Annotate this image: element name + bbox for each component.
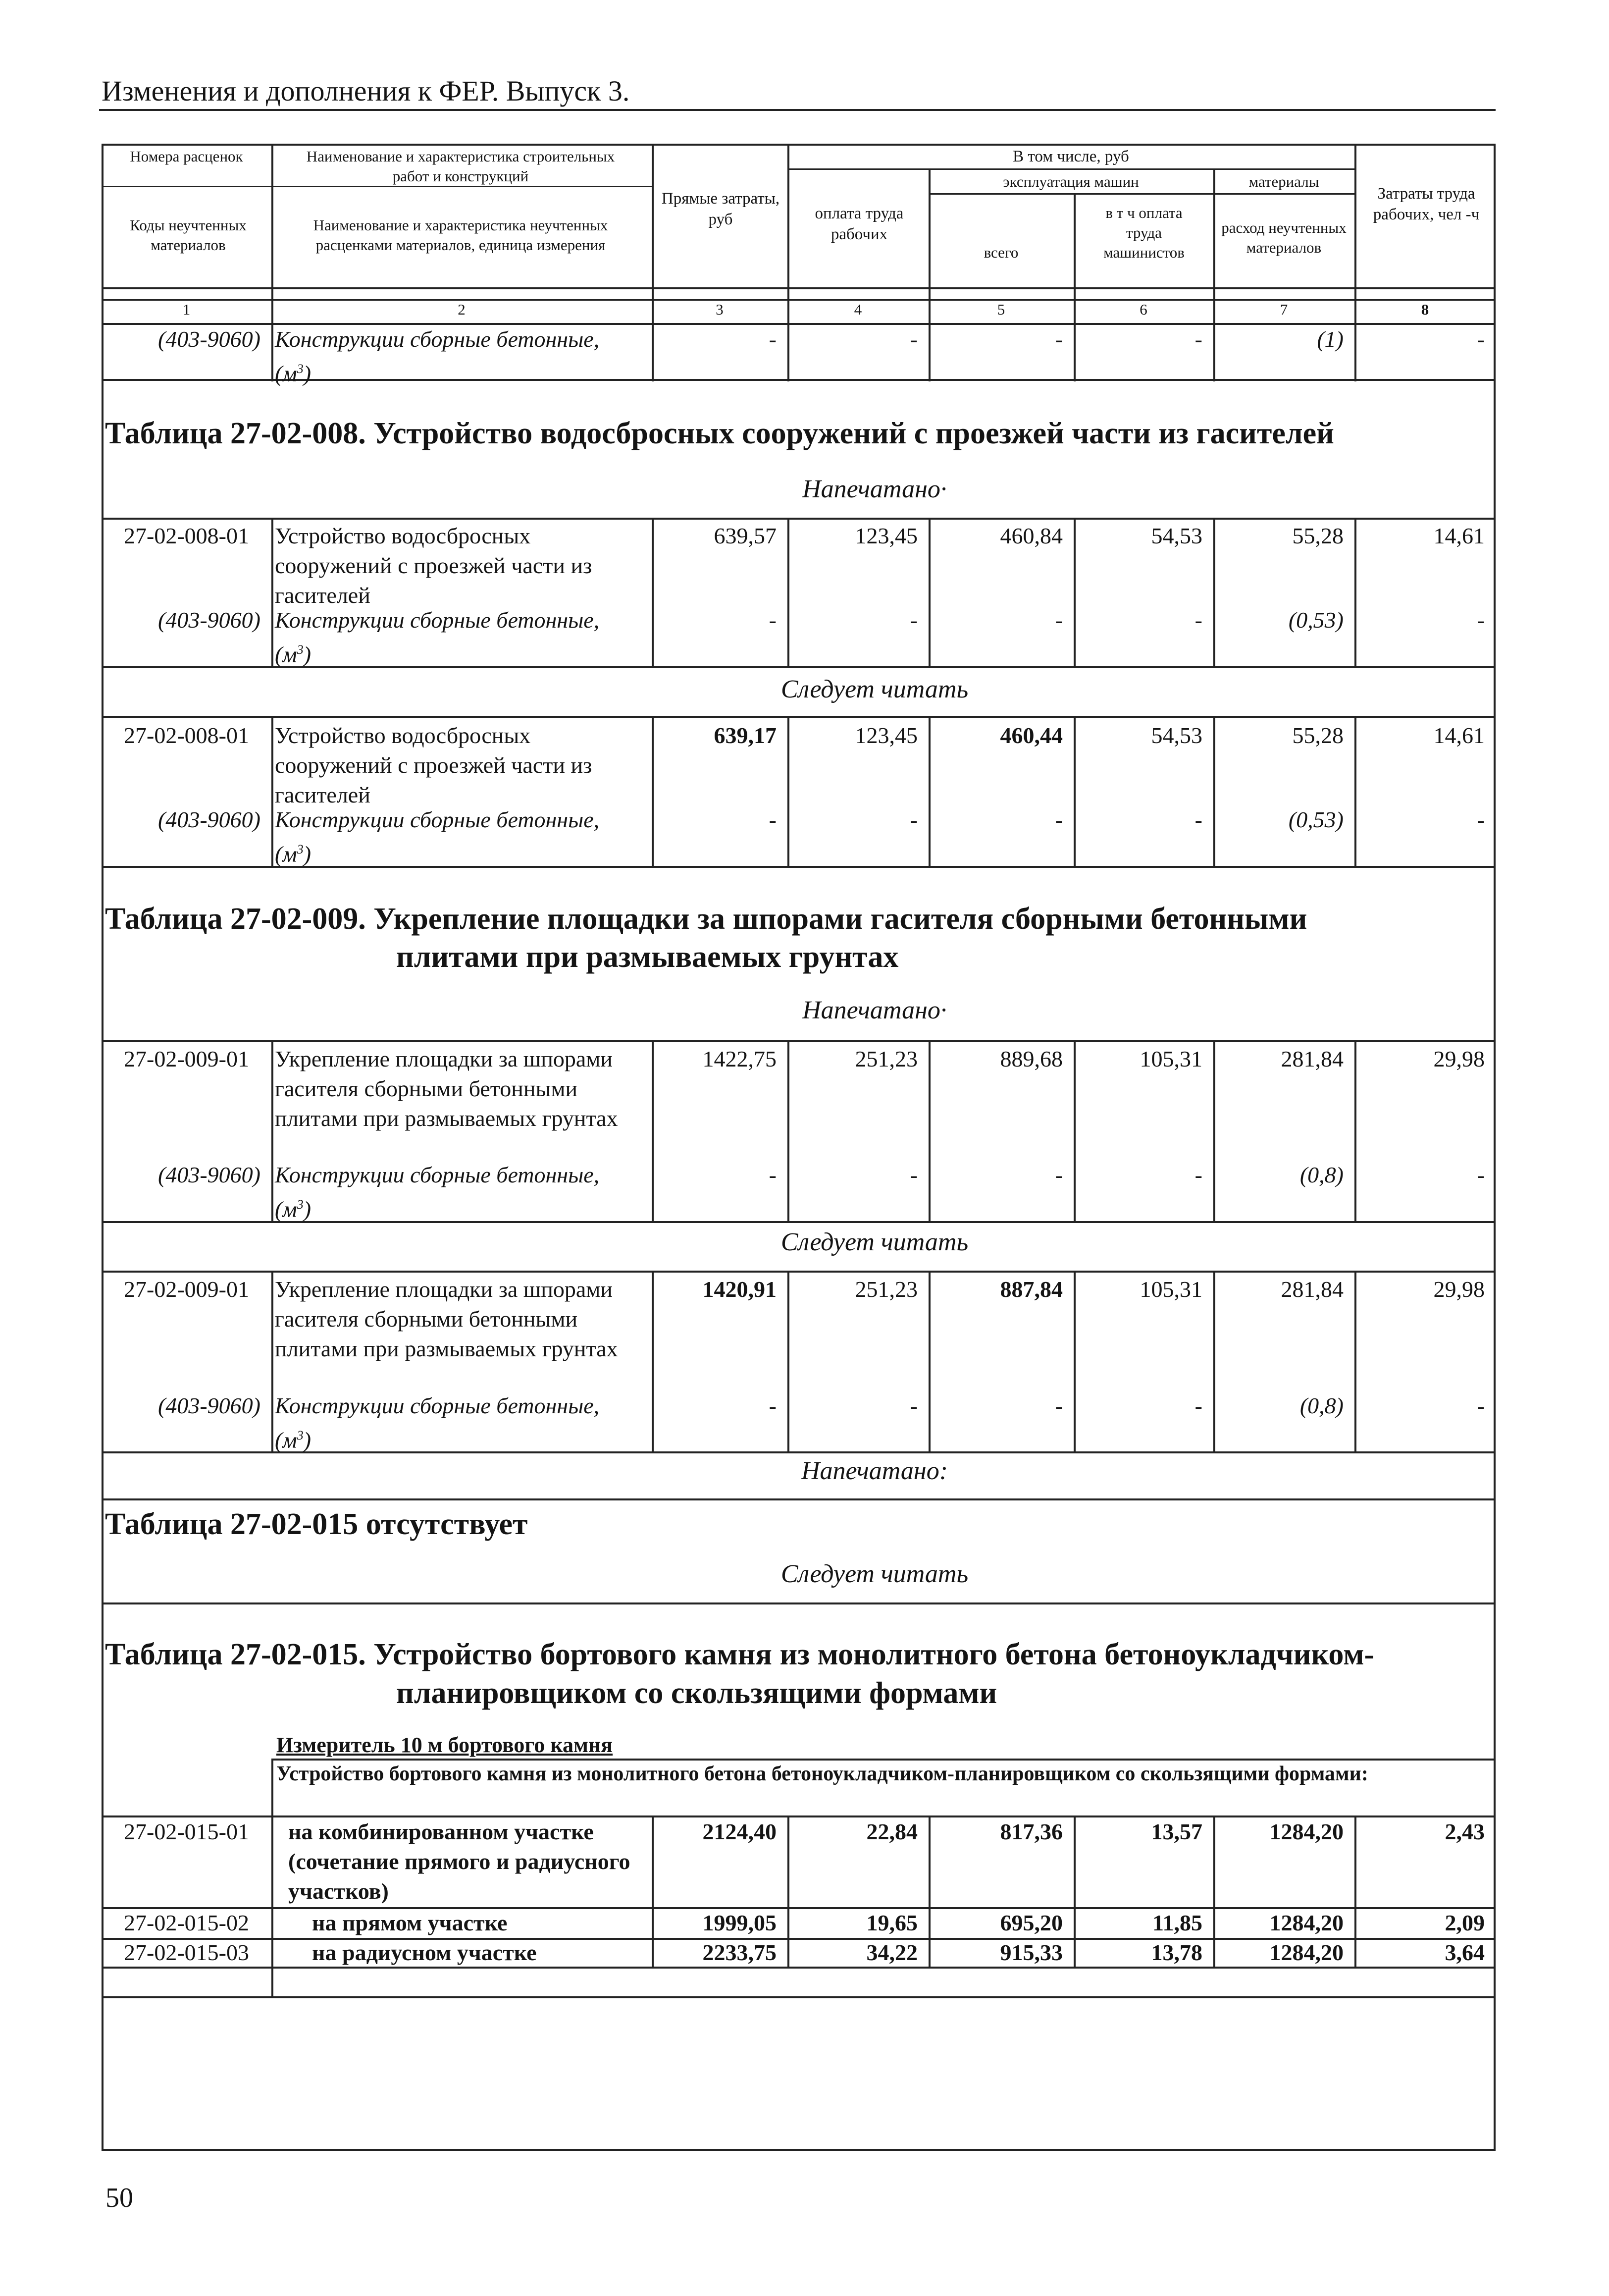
value-direct: 2233,75 [702,1940,777,1965]
value-materials: (0,8) [1299,1393,1344,1418]
value-direct: 1999,05 [702,1910,777,1935]
value-operator-pay: 13,78 [1151,1940,1202,1965]
value-labor: 14,61 [1433,523,1485,548]
value-materials: (0,53) [1288,607,1344,633]
printed-label: Напечатано· [802,475,947,503]
value-materials: (1) [1317,326,1344,352]
should-read-label: Следует читать [780,1228,969,1256]
material-name: Конструкции сборные бетонные, $(м^3)$ [275,1162,600,1222]
value-machines: 817,36 [1000,1819,1063,1844]
table-015-title-line2: планировщиком со скользящими формами [396,1676,997,1710]
value-direct: - [769,1393,777,1418]
col-number: 6 [1140,301,1147,318]
value-machines: 460,84 [1000,523,1063,548]
value-worker-pay: - [910,607,918,633]
col-number: 1 [182,301,191,318]
value-labor: 2,43 [1445,1819,1485,1844]
value-machines: 887,84 [1000,1277,1063,1302]
rate-name: на комбинированном участке (сочетание прямого и радиусного участков) [288,1819,630,1904]
value-direct: - [769,1162,777,1187]
header-materials: материалы [1248,173,1319,190]
value-operator-pay: 105,31 [1140,1046,1202,1071]
material-code: (403-9060) [158,607,260,633]
should-read-label: Следует читать [780,675,969,703]
value-machines: - [1055,807,1063,832]
value-machines: 460,44 [1000,723,1063,748]
value-machines: - [1055,607,1063,633]
material-name: Конструкции сборные бетонные, $(м^3)$ [275,607,600,667]
value-direct: 2124,40 [702,1819,777,1844]
value-operator-pay: 54,53 [1151,723,1202,748]
value-operator-pay: 54,53 [1151,523,1202,548]
value-machines: - [1055,1393,1063,1418]
value-direct: 639,57 [714,523,777,548]
value-materials: 281,84 [1281,1046,1344,1071]
value-worker-pay: - [910,807,918,832]
material-name: Конструкции сборные бетонные, $(м^3)$ [275,1393,600,1453]
rate-code: 27-02-015-01 [124,1819,249,1844]
page-header-title: Изменения и дополнения к ФЕР. Выпуск 3. [102,75,630,107]
value-worker-pay: 251,23 [855,1046,918,1071]
rate-name: Устройство водосбросных сооружений с проезжей части из гасителей [275,523,592,608]
value-operator-pay: 13,57 [1151,1819,1202,1844]
col-number: 2 [458,301,466,318]
value-labor: - [1477,326,1485,352]
table-009-title-line1: Таблица 27-02-009. Укрепление площадки за шпорами гасителя сборными бетонными [105,902,1307,936]
value-materials: 1284,20 [1269,1910,1344,1935]
value-machines: 915,33 [1000,1940,1063,1965]
page-number: 50 [105,2183,133,2213]
value-worker-pay: 34,22 [866,1940,918,1965]
rate-code: 27-02-009-01 [124,1046,249,1071]
value-materials: (0,53) [1288,807,1344,832]
value-labor: 14,61 [1433,723,1485,748]
rate-name: Укрепление площадки за шпорами гасителя сборными бетонными плитами при размываемых грунтах [275,1046,618,1131]
value-operator-pay: - [1194,1393,1202,1418]
rate-code: 27-02-009-01 [124,1277,249,1302]
value-materials: 281,84 [1281,1277,1344,1302]
col-number: 3 [716,301,724,318]
value-worker-pay: 19,65 [866,1910,918,1935]
value-worker-pay: 251,23 [855,1277,918,1302]
value-machines: 889,68 [1000,1046,1063,1071]
value-materials: 55,28 [1292,523,1344,548]
header-col2-top: Наименование и характеристика строительных работ и конструкций [306,148,615,185]
value-direct: 639,17 [714,723,777,748]
printed-label: Напечатано· [802,996,947,1024]
table-015-missing: Таблица 27-02-015 отсутствует [105,1507,528,1541]
value-worker-pay: 22,84 [866,1819,918,1844]
material-code: (403-9060) [158,1393,260,1418]
value-labor: - [1477,1393,1485,1418]
table-008-title: Таблица 27-02-008. Устройство водосбросных сооружений с проезжей части из гасителей [105,417,1334,450]
value-labor: 29,98 [1433,1046,1485,1071]
value-machines: 695,20 [1000,1910,1063,1935]
value-direct: - [769,607,777,633]
value-operator-pay: 11,85 [1152,1910,1202,1935]
value-worker-pay: - [910,326,918,352]
header-rule [99,109,1496,111]
value-labor: 2,09 [1445,1910,1485,1935]
header-operator-pay: в т ч оплата труда машинистов [1103,204,1185,261]
value-operator-pay: 105,31 [1140,1277,1202,1302]
value-operator-pay: - [1194,807,1202,832]
value-labor: - [1477,807,1485,832]
value-worker-pay: - [910,1393,918,1418]
material-code: (403-9060) [158,326,260,352]
value-machines: - [1055,1162,1063,1187]
rate-code: 27-02-015-03 [124,1940,249,1965]
header-machines: эксплуатация машин [1003,173,1139,190]
rate-name: на радиусном участке [312,1940,537,1965]
col-number: 5 [997,301,1005,318]
header-col1-bottom: Коды неучтенных материалов [130,216,247,254]
measure-unit: Измеритель 10 м бортового камня [276,1733,613,1757]
group-title: Устройство бортового камня из монолитного бетона бетоноукладчиком-планировщиком со скользящими формами: [276,1762,1368,1785]
material-code: (403-9060) [158,1162,260,1187]
value-direct: - [769,807,777,832]
value-machines: - [1055,326,1063,352]
value-direct: 1420,91 [702,1277,777,1302]
should-read-label: Следует читать [780,1560,969,1588]
material-code: (403-9060) [158,807,260,832]
value-labor: 3,64 [1445,1940,1485,1965]
header-col2-bottom: Наименование и характеристика неучтенных расценками материалов, единица измерения [313,216,608,254]
value-labor: - [1477,1162,1485,1187]
col-number: 7 [1280,301,1288,318]
table-015-title-line1: Таблица 27-02-015. Устройство бортового камня из монолитного бетона бетоноукладчиком- [105,1638,1375,1671]
value-labor: 29,98 [1433,1277,1485,1302]
value-labor: - [1477,607,1485,633]
table-009-title-line2: плитами при размываемых грунтах [396,940,899,974]
value-operator-pay: - [1194,607,1202,633]
rate-code: 27-02-008-01 [124,723,249,748]
header-col1-top: Номера расценок [130,148,243,165]
header-machines-total: всего [984,244,1019,261]
rate-name: на прямом участке [312,1910,508,1935]
value-worker-pay: 123,45 [855,523,918,548]
rate-name: Укрепление площадки за шпорами гасителя сборными бетонными плитами при размываемых грунтах [275,1277,618,1361]
printed-label: Напечатано: [801,1457,948,1485]
value-direct: 1422,75 [702,1046,777,1071]
value-materials: (0,8) [1299,1162,1344,1187]
value-direct: - [769,326,777,352]
rate-code: 27-02-008-01 [124,523,249,548]
rate-code: 27-02-015-02 [124,1910,249,1935]
value-operator-pay: - [1194,1162,1202,1187]
value-worker-pay: - [910,1162,918,1187]
col-number: 8 [1421,301,1429,318]
value-materials: 55,28 [1292,723,1344,748]
material-name: Конструкции сборные бетонные, $(м^3)$ [275,326,600,386]
material-name: Конструкции сборные бетонные, $(м^3)$ [275,807,600,867]
header-unaccounted-materials: расход неучтенных материалов [1221,219,1347,256]
col-number: 4 [854,301,862,318]
value-operator-pay: - [1194,326,1202,352]
header-worker-pay: оплата труда рабочих [815,205,904,243]
header-group: В том числе, руб [1013,148,1129,165]
value-materials: 1284,20 [1269,1940,1344,1965]
value-materials: 1284,20 [1269,1819,1344,1844]
header-labor-costs: Затраты труда рабочих, чел -ч [1373,185,1480,223]
value-worker-pay: 123,45 [855,723,918,748]
header-direct-costs: Прямые затраты, руб [661,190,780,228]
rate-name: Устройство водосбросных сооружений с проезжей части из гасителей [275,723,592,807]
